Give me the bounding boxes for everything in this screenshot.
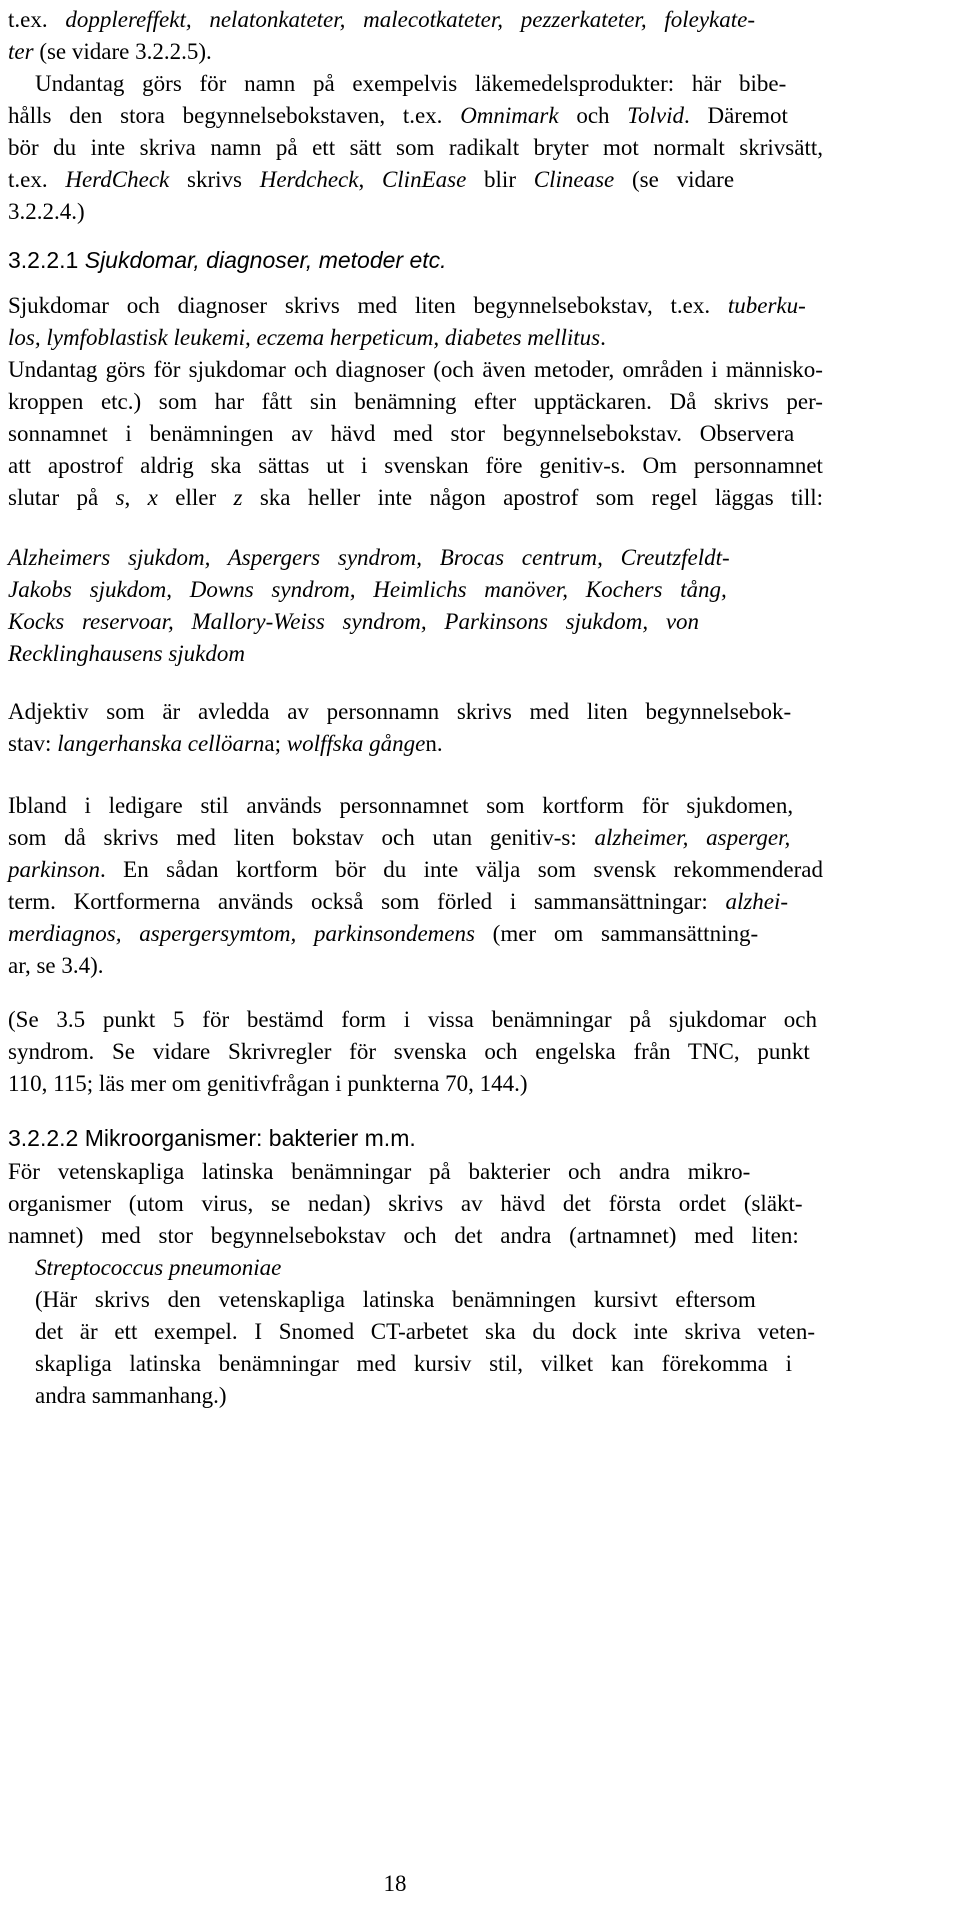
text-line: slutar på s, x eller z ska heller inte någon apostrof som regel läggas till: bbox=[8, 485, 823, 510]
text-line: bör du inte skriva namn på ett sätt som radikalt bryter mot normalt skrivsätt, bbox=[8, 135, 823, 160]
section-heading: 3.2.2.2 Mikroorganismer: bakterier m.m. bbox=[8, 1125, 416, 1151]
text-line: Alzheimers sjukdom, Aspergers syndrom, Brocas centrum, Creutzfeldt- bbox=[8, 545, 730, 570]
text-line: ter (se vidare 3.2.2.5). bbox=[8, 39, 212, 64]
text-line: Streptococcus pneumoniae bbox=[35, 1255, 282, 1280]
text-line: Ibland i ledigare stil används personnamnet som kortform för sjukdomen, bbox=[8, 793, 794, 818]
text-line: Jakobs sjukdom, Downs syndrom, Heimlichs manöver, Kochers tång, bbox=[8, 577, 727, 602]
text-line: Kocks reservoar, Mallory-Weiss syndrom, Parkinsons sjukdom, von bbox=[8, 609, 700, 634]
text-line: att apostrof aldrig ska sättas ut i svenskan före genitiv-s. Om personnamnet bbox=[8, 453, 823, 478]
text-line: t.ex. HerdCheck skrivs Herdcheck, ClinEase blir Clinease (se vidare bbox=[8, 167, 735, 192]
text-line: Undantag görs för namn på exempelvis läkemedelsprodukter: här bibe- bbox=[35, 71, 787, 96]
text-line: skapliga latinska benämningar med kursiv stil, vilket kan förekomma i bbox=[35, 1351, 792, 1376]
text-line: namnet) med stor begynnelsebokstav och det andra (artnamnet) med liten: bbox=[8, 1223, 799, 1248]
text-line: term. Kortformerna används också som förled i sammansättningar: alzhei- bbox=[8, 889, 789, 914]
text-line: stav: langerhanska cellöarna; wolffska gången. bbox=[8, 731, 443, 756]
text-line: det är ett exempel. I Snomed CT-arbetet ska du dock inte skriva veten- bbox=[35, 1319, 815, 1344]
text-line: organismer (utom virus, se nedan) skrivs av hävd det första ordet (släkt- bbox=[8, 1191, 803, 1216]
text-line: 110, 115; läs mer om genitivfrågan i punkterna 70, 144.) bbox=[8, 1071, 528, 1096]
text-line: hålls den stora begynnelsebokstaven, t.ex. Omnimark och Tolvid. Däremot bbox=[8, 103, 788, 128]
text-line: syndrom. Se vidare Skrivregler för svenska och engelska från TNC, punkt bbox=[8, 1039, 810, 1064]
text-line: (Se 3.5 punkt 5 för bestämd form i vissa benämningar på sjukdomar och bbox=[8, 1007, 817, 1032]
text-line: merdiagnos, aspergersymtom, parkinsondemens (mer om sammansättning- bbox=[8, 921, 759, 946]
text-line: Undantag görs för sjukdomar och diagnoser (och även metoder, områden i människo- bbox=[8, 357, 823, 382]
text-line: los, lymfoblastisk leukemi, eczema herpeticum, diabetes mellitus. bbox=[8, 325, 606, 350]
text-line: (Här skrivs den vetenskapliga latinska benämningen kursivt eftersom bbox=[35, 1287, 756, 1312]
text-line: t.ex. dopplereffekt, nelatonkateter, malecotkateter, pezzerkateter, foleykate- bbox=[8, 7, 756, 32]
text-line: kroppen etc.) som har fått sin benämning efter upptäckaren. Då skrivs per- bbox=[8, 389, 823, 414]
text-line: Sjukdomar och diagnoser skrivs med liten begynnelsebokstav, t.ex. tuberku- bbox=[8, 293, 806, 318]
text-line: ar, se 3.4). bbox=[8, 953, 104, 978]
text-line: parkinson. En sådan kortform bör du inte välja som svensk rekommenderad bbox=[8, 857, 823, 882]
section-heading: 3.2.2.1 Sjukdomar, diagnoser, metoder etc. bbox=[8, 247, 447, 273]
text-line: som då skrivs med liten bokstav och utan genitiv-s: alzheimer, asperger, bbox=[8, 825, 791, 850]
text-line: 3.2.2.4.) bbox=[8, 199, 85, 224]
page-number: 18 bbox=[383, 1871, 407, 1896]
text-line: För vetenskapliga latinska benämningar på bakterier och andra mikro- bbox=[8, 1159, 751, 1184]
text-line: andra sammanhang.) bbox=[35, 1383, 227, 1408]
text-line: Recklinghausens sjukdom bbox=[8, 641, 245, 666]
text-line: sonnamnet i benämningen av hävd med stor begynnelsebokstav. Observera bbox=[8, 421, 795, 446]
text-line: Adjektiv som är avledda av personnamn skrivs med liten begynnelsebok- bbox=[8, 699, 792, 724]
